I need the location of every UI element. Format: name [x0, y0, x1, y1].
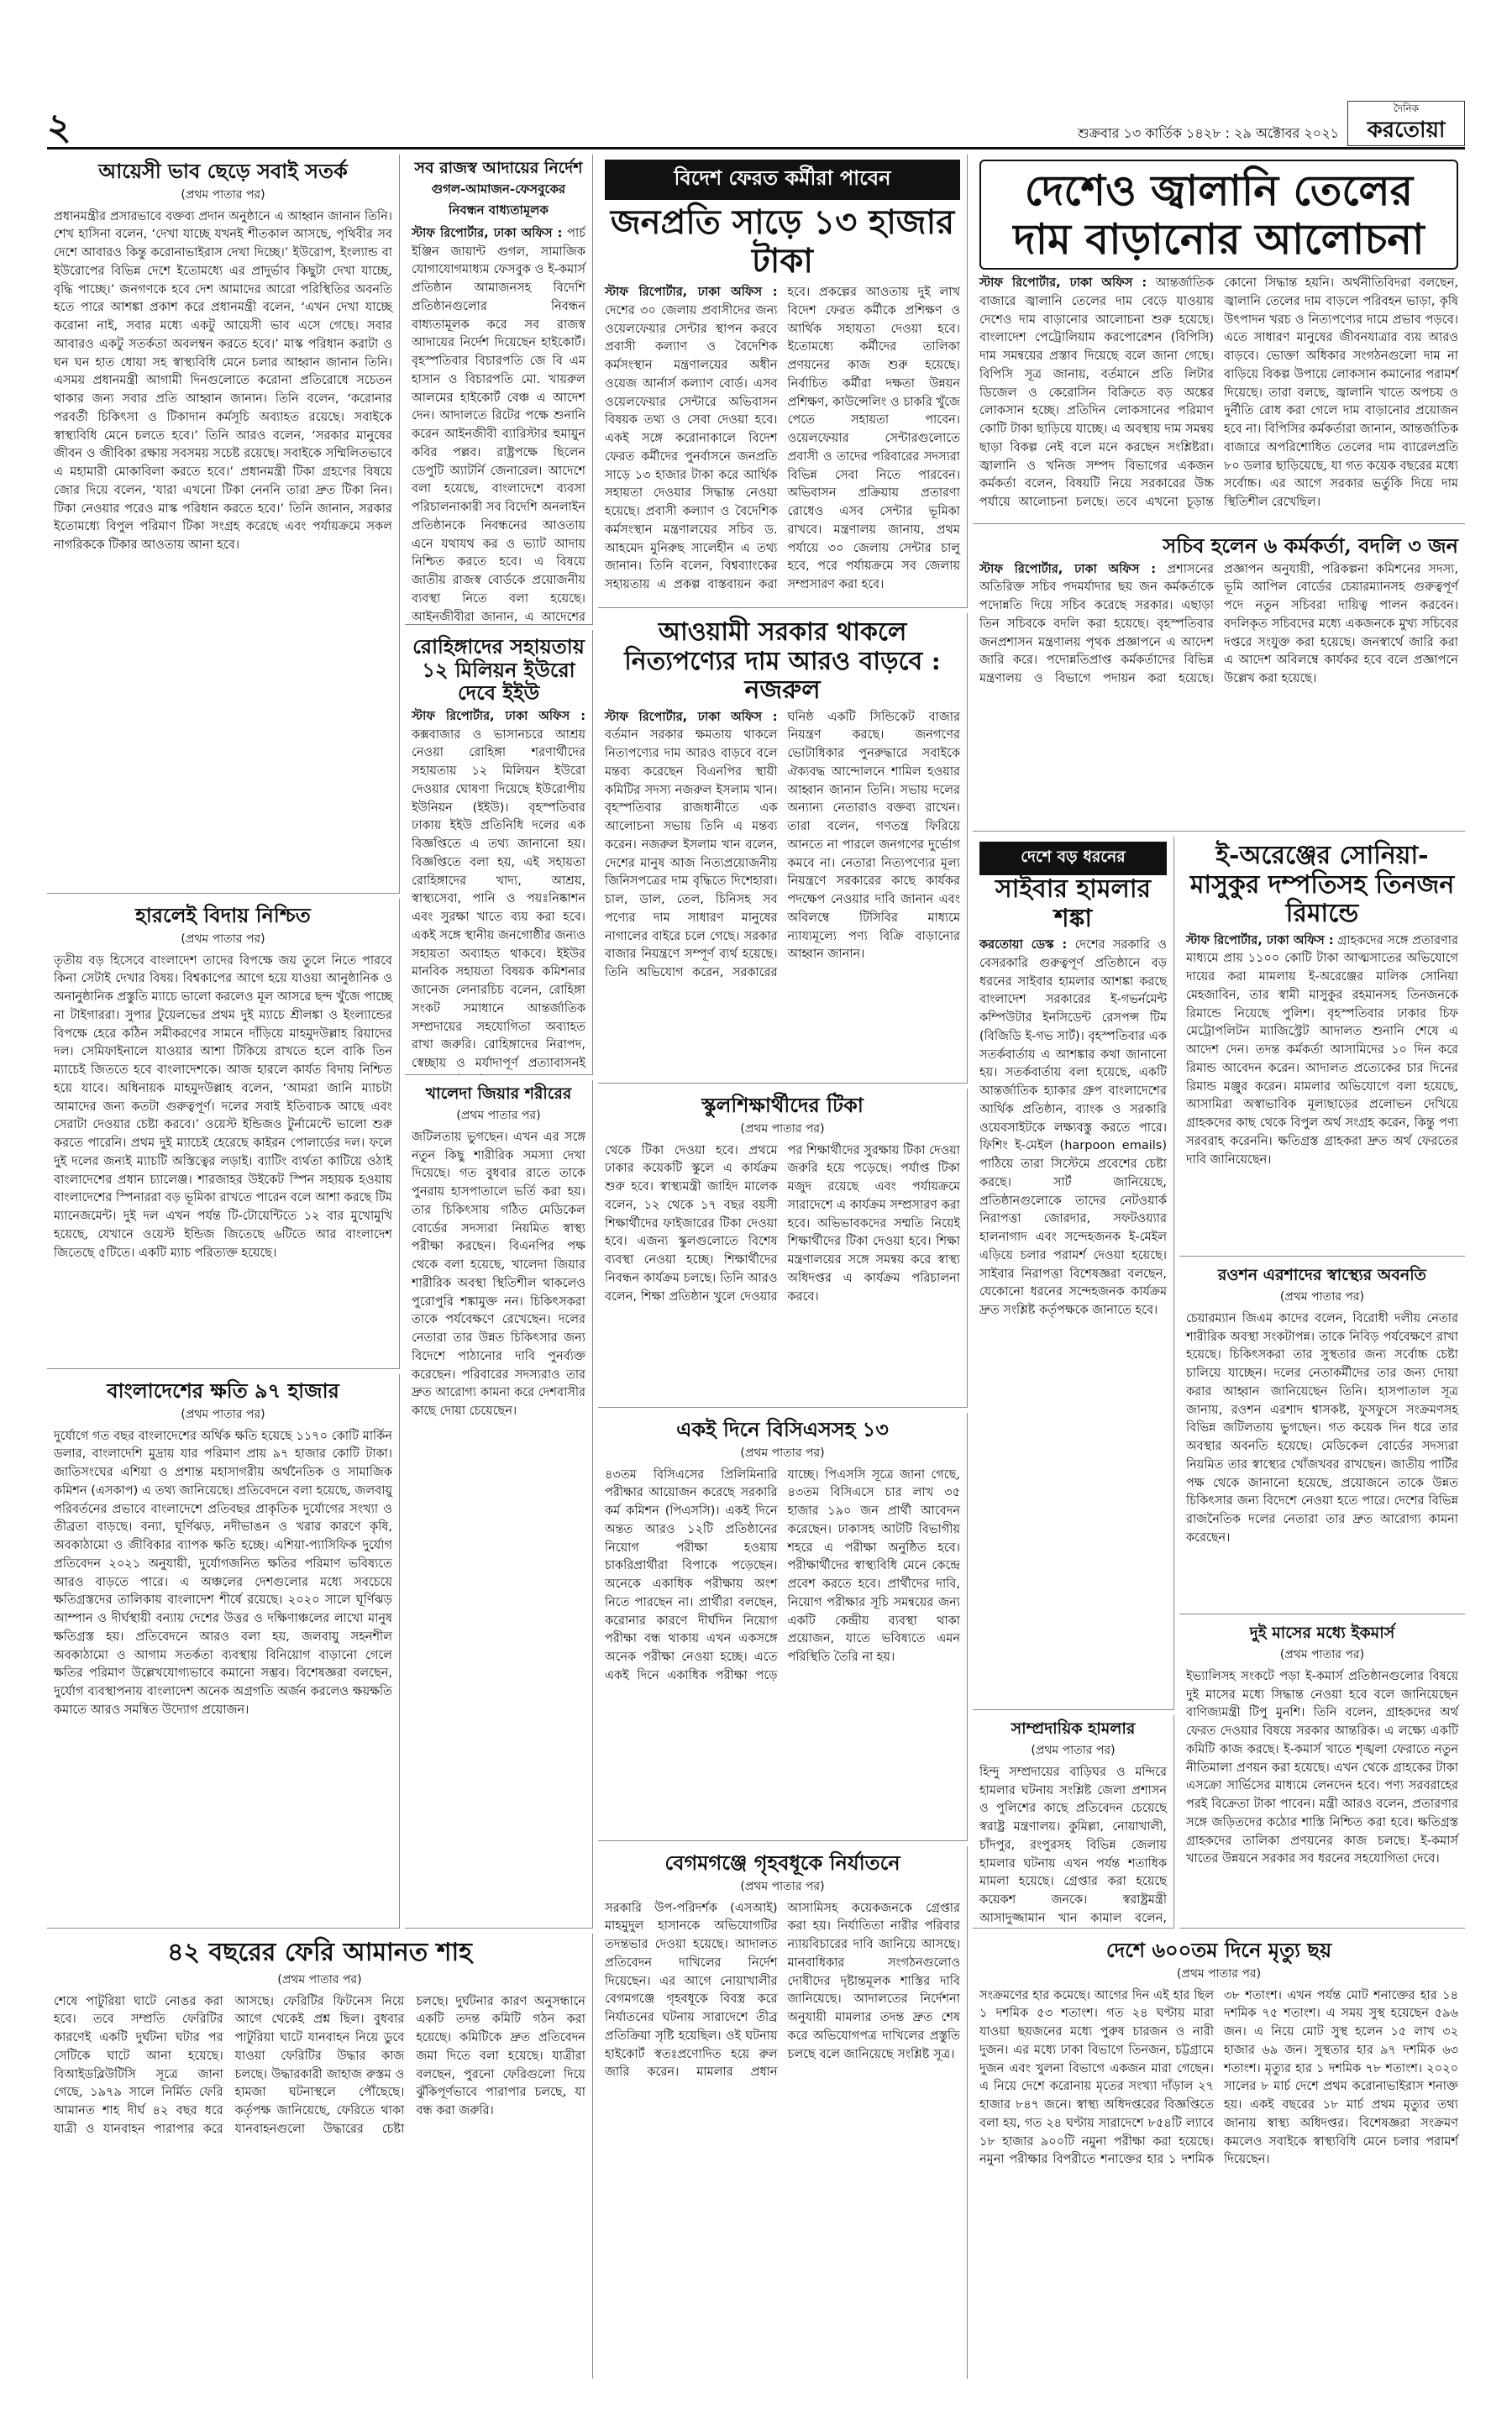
- story-begumganj: [598, 1846, 968, 2379]
- headline-strip: বিদেশ ফেরত কর্মীরা পাবেন: [605, 160, 960, 200]
- body-text: দেশের ৩০ জেলায় প্রবাসীদের জন্য ওয়েলফেয়ার সেন্টার স্থাপন করবে প্রবাসী কল্যাণ ও বৈদেশিক কর্মসংস্থান মন্ত্রণালয়ের অধীন ওয়েজ আর্নার্স কল্যাণ বোর্ড। এসব ওয়েলফেয়ার সেন্টারে অভিবাসন বিষয়ক তথ্য ও সেবা দেওয়া হবে। একই সঙ্গে করোনাকালে বিদেশ ফেরত কর্মীদের পুনর্বাসনে জনপ্রতি সাড়ে ১৩ হাজার টাকা করে আর্থিক সহায়তা দেওয়ার সিদ্ধান্ত নেওয়া হয়েছে। প্রবাসী কল্যাণ ও বৈদেশিক কর্মসংস্থান মন্ত্রণালয়ের সচিব ড. আহমেদ মুনিরুছ সালেহীন এ তথ্য জানান। তিনি বলেন, বিশ্বব্যাংকের সহায়তায় এ প্রকল্প বাস্তবায়ন করা হবে। প্রকল্পের আওতায় দুই লাখ বিদেশ ফেরত কর্মীকে প্রশিক্ষণ ও আর্থিক সহায়তা দেওয়া হবে। ইতোমধ্যে কর্মীদের তালিকা প্রণয়নের কাজ শুরু হয়েছে। নির্বাচিত কর্মীরা দক্ষতা উন্নয়ন প্রশিক্ষণ, কাউন্সেলিং ও চাকরি খুঁজে পেতে সহায়তা পাবেন। ওয়েলফেয়ার সেন্টারগুলোতে প্রবাসী ও তাদের পরিবারের সদস্যরা বিভিন্ন সেবা নিতে পারবেন। অভিবাসন প্রক্রিয়ায় প্রতারণা রোধেও এসব সেন্টার ভূমিকা রাখবে। মন্ত্রণালয় জানায়, প্রথম পর্যায়ে ৩০ জেলায় সেন্টার চালু হবে, পরে পর্যায়ক্রমে সব জেলায় সম্প্রসারণ করা হবে।: [605, 286, 960, 591]
- newspaper-logo: [1347, 101, 1465, 146]
- body-text: পার্চ ইঞ্জিন জায়ান্ট গুগল, সামাজিক যোগাযোগমাধ্যম ফেসবুক ও ই-কমার্স প্রতিষ্ঠান আমাজনসহ বিদেশি প্রতিষ্ঠানগুলোর নিবন্ধন বাধ্যতামূলক করে সব রাজস্ব আদায়ের নির্দেশ দিয়েছেন হাইকোর্ট। বৃহস্পতিবার বিচারপতি জে বি এম হাসান ও বিচারপতি মো. খায়রুল আলমের হাইকোর্ট বেঞ্চ এ আদেশ দেন। আদালতে রিটের পক্ষে শুনানি করেন আইনজীবী ব্যারিস্টার হুমায়ুন কবির পল্লব। রাষ্ট্রপক্ষে ছিলেন ডেপুটি অ্যাটর্নি জেনারেল। আদেশে বলা হয়েছে, বাংলাদেশে ব্যবসা পরিচালনাকারী সব বিদেশি অনলাইন প্রতিষ্ঠানকে নিবন্ধনের আওতায় এনে যথাযথ কর ও ভ্যাট আদায় নিশ্চিত করতে হবে। এ বিষয়ে জাতীয় রাজস্ব বোর্ডকে প্রয়োজনীয় ব্যবস্থা নিতে বলা হয়েছে। আইনজীবীরা জানান, এ আদেশের: [412, 226, 586, 624]
- story-ferry: [47, 1934, 593, 2379]
- story-bd-loss: [47, 1374, 400, 1929]
- body-text: তৃতীয় বড় হিসেবে বাংলাদেশ তাদের বিপক্ষে জয় তুলে নিতে পারবে কিনা সেটাই দেখার বিষয়। বিশ্বকাপের আগে হয়ে যাওয়া আনুষ্ঠানিক ও অনানুষ্ঠানিক প্রস্তুতি ম্যাচে ভালো করলেও মূল আসরে ছন্দ খুঁজে পাচ্ছে না টাইগাররা। সুপার টুয়েলভের প্রথম দুই ম্যাচে শ্রীলঙ্কা ও ইংল্যান্ডের বিপক্ষে হেরে কঠিন সমীকরণের সামনে দাঁড়িয়ে মাহমুদউল্লাহ রিয়াদের দল। সেমিফাইনালে যাওয়ার আশা টিকিয়ে রাখতে হলে বাকি তিন ম্যাচেই জিততে হবে বাংলাদেশকে। আজ হারলে কার্যত বিদায় নিশ্চিত হয়ে যাবে। অধিনায়ক মাহমুদউল্লাহ বলেন, ‘আমরা জানি ম্যাচটা আমাদের জন্য কতটা গুরুত্বপূর্ণ। দলের সবাই ইতিবাচক আছে এবং সেরাটা দেওয়ার চেষ্টা করবে।’ ওয়েস্ট ইন্ডিজও টুর্নামেন্টে ভালো শুরু করতে পারেনি। প্রথম দুই ম্যাচেই হেরেছে কাইরন পোলার্ডের দল। ফলে দুই দলের জন্যই ম্যাচটি অস্তিত্বের লড়াই। ব্যাটিং ব্যর্থতা কাটিয়ে ওঠাই বাংলাদেশের প্রধান চ্যালেঞ্জ। শারজাহর উইকেট স্পিন সহায়ক হওয়ায় বাংলাদেশের স্পিনাররা বড় ভূমিকা রাখতে পারেন বলে আশা করছে টিম ম্যানেজমেন্ট। দুই দল এখন পর্যন্ত টি-টোয়েন্টিতে ১২ বার মুখোমুখি হয়েছে, যেখানে ওয়েস্ট ইন্ডিজ জিতেছে ৬টিতে আর বাংলাদেশ জিতেছে ৫টিতে। একটি ম্যাচ পরিত্যক্ত হয়েছে।: [54, 953, 392, 1260]
- body-text: গ্রাহকদের সঙ্গে প্রতারণার মাধ্যমে প্রায় ১১০০ কোটি টাকা আত্মসাতের অভিযোগে দায়ের করা মামলায় ই-অরেঞ্জের মালিক সোনিয়া মেহজাবিন, তার স্বামী মাসুকুর রহমানসহ তিনজনকে রিমান্ডে নিয়েছে পুলিশ। বৃহস্পতিবার ঢাকার চিফ মেট্রোপলিটন ম্যাজিস্ট্রেট আদালত শুনানি শেষে এ আদেশ দেন। তদন্ত কর্মকর্তা আসামিদের ১০ দিন করে রিমান্ড আবেদন করেন। আদালত প্রত্যেকের চার দিনের রিমান্ড মঞ্জুর করেন। মামলার অভিযোগে বলা হয়েছে, আসামিরা অস্বাভাবিক মূল্যছাড়ের প্রলোভন দেখিয়ে গ্রাহকদের কাছ থেকে বিপুল অর্থ সংগ্রহ করেন, কিন্তু পণ্য সরবরাহ করেননি। ক্ষতিগ্রস্ত গ্রাহকরা দ্রুত অর্থ ফেরতের দাবি জানিয়েছেন।: [1186, 933, 1458, 1167]
- continued-label: (প্রথম পাতার পর): [1279, 1647, 1365, 1661]
- story-rohingya: [405, 630, 593, 1075]
- story-harale: [47, 899, 400, 1369]
- body-text: সংক্রমণের হার কমেছে। আগের দিন এই হার ছিল ১ দশমিক ৫৩ শতাংশ। গত ২৪ ঘণ্টায় মারা যাওয়া ছয়জনের মধ্যে পুরুষ চারজন ও নারী দুজন। এর মধ্যে ঢাকা বিভাগে তিনজন, চট্টগ্রামে দুজন এবং খুলনা বিভাগে একজন মারা গেছেন। এ নিয়ে দেশে করোনায় মৃতের সংখ্যা দাঁড়াল ২৭ হাজার ৮৪৭ জনে। স্বাস্থ্য অধিদপ্তরের বিজ্ঞপ্তিতে বলা হয়, গত ২৪ ঘণ্টায় সারাদেশে ৮৫৪টি ল্যাবে ১৮ হাজার ৯০০টি নমুনা পরীক্ষা করা হয়েছে। নমুনা পরীক্ষার বিপরীতে শনাক্তের হার ১ দশমিক ৩৮ শতাংশ। এখন পর্যন্ত মোট শনাক্তের হার ১৪ দশমিক ৭৫ শতাংশ। এ সময় সুস্থ হয়েছেন ৫৯৬ জন। এ নিয়ে মোট সুস্থ হলেন ১৫ লাখ ৩২ হাজার ৬৯ জন। সুস্থতার হার ৯৭ দশমিক ৬৩ শতাংশ। মৃত্যুর হার ১ দশমিক ৭৮ শতাংশ। ২০২০ সালের ৮ মার্চ দেশে প্রথম করোনাভাইরাস শনাক্ত হয়। একই বছরের ১৮ মার্চ প্রথম মৃত্যুর তথ্য জানায় স্বাস্থ্য অধিদপ্তর। বিশেষজ্ঞরা সংক্রমণ কমলেও সবাইকে স্বাস্থ্যবিধি মেনে চলার পরামর্শ দিয়েছেন।: [979, 1988, 1458, 2167]
- story-expat: [598, 155, 968, 608]
- headline: খালেদা জিয়ার শরীরের: [425, 1084, 572, 1103]
- headline: ৪২ বছরের ফেরি আমানত শাহ: [167, 1938, 472, 1967]
- continued-label: (প্রথম পাতার পর): [740, 1879, 825, 1893]
- byline: স্টাফ রিপোর্টার, ঢাকা অফিস :: [979, 562, 1157, 576]
- story-khaleda: [405, 1080, 593, 1929]
- headline: হারলেই বিদায় নিশ্চিত: [135, 903, 311, 927]
- continued-label: (প্রথম পাতার পর): [1279, 1289, 1365, 1304]
- continued-label: (প্রথম পাতার পর): [1031, 1743, 1116, 1757]
- headline: বেগমগঞ্জে গৃহবধূকে নির্যাতনে: [664, 1850, 900, 1875]
- story-communal: [973, 1715, 1174, 1929]
- continued-label: (প্রথম পাতার পর): [1176, 1966, 1262, 1981]
- logo-small: দৈনিক: [1393, 102, 1420, 114]
- headline: বাংলাদেশের ক্ষতি ৯৭ হাজার: [107, 1378, 339, 1403]
- body-text: ইভ্যালিসহ সংকটে পড়া ই-কমার্স প্রতিষ্ঠানগুলোর বিষয়ে দুই মাসের মধ্যে সিদ্ধান্ত নেওয়া হবে বলে জানিয়েছেন বাণিজ্যমন্ত্রী টিপু মুনশি। তিনি বলেন, গ্রাহকদের অর্থ ফেরত দেওয়ার বিষয়ে সরকার আন্তরিক। এ লক্ষ্যে একটি কমিটি কাজ করছে। ই-কমার্স খাতে শৃঙ্খলা ফেরাতে নতুন নীতিমালা প্রণয়ন করা হয়েছে। এখন থেকে গ্রাহকের টাকা এসক্রো সার্ভিসের মাধ্যমে লেনদেন হবে। পণ্য সরবরাহের পরই বিক্রেতা টাকা পাবেন। মন্ত্রী আরও বলেন, প্রতারণার সঙ্গে জড়িতদের কঠোর শাস্তি নিশ্চিত করা হবে। ক্ষতিগ্রস্ত গ্রাহকদের তালিকা প্রণয়নের কাজ চলছে। ই-কমার্স খাতের উন্নয়নে সরকার সব ধরনের সহযোগিতা দেবে।: [1186, 1669, 1458, 1866]
- body-text: দেশের সরকারি ও বেসরকারি গুরুত্বপূর্ণ প্রতিষ্ঠানে বড় ধরনের সাইবার হামলার আশঙ্কা করছে বাংলাদেশ সরকারের ই-গভর্নমেন্ট কম্পিউটার ইনসিডেন্ট রেসপন্স টিম (বিজিডি ই-গভ সার্ট)। বৃহস্পতিবার এক সতর্কবার্তায় এ আশঙ্কার কথা জানানো হয়। সতর্কবার্তায় বলা হয়েছে, একটি আন্তর্জাতিক হ্যাকার গ্রুপ বাংলাদেশের আর্থিক প্রতিষ্ঠান, ব্যাংক ও সরকারি ওয়েবসাইটকে লক্ষ্যবস্তু করতে পারে। ফিশিং ই-মেইল (harpoon emails) পাঠিয়ে তারা সিস্টেমে প্রবেশের চেষ্টা করছে। সার্ট জানিয়েছে, প্রতিষ্ঠানগুলোকে তাদের নেটওয়ার্ক নিরাপত্তা জোরদার, সফটওয়্যার হালনাগাদ এবং সন্দেহজনক ই-মেইল এড়িয়ে চলার পরামর্শ দেওয়া হয়েছে। সাইবার নিরাপত্তা বিশেষজ্ঞরা বলছেন, যেকোনো ধরনের সন্দেহজনক কার্যক্রম দ্রুত সংশ্লিষ্ট কর্তৃপক্ষকে জানাতে হবে।: [979, 938, 1167, 1317]
- continued-label: (প্রথম পাতার পর): [740, 1446, 825, 1460]
- headline: রওশন এরশাদের স্বাস্থ্যের অবনতি: [1218, 1266, 1426, 1284]
- body-text: চেয়ারম্যান জিএম কাদের বলেন, বিরোধী দলীয় নেতার শারীরিক অবস্থা সংকটাপন্ন। তাকে নিবিড় পর্যবেক্ষণে রাখা হয়েছে। চিকিৎসকরা তার সুস্থতার জন্য সর্বোচ্চ চেষ্টা চালিয়ে যাচ্ছেন। দলের নেতাকর্মীদের তার জন্য দোয়া করার আহ্বান জানিয়েছেন তিনি। হাসপাতাল সূত্র জানায়, রওশন এরশাদ শ্বাসকষ্ট, ফুসফুসে সংক্রমণসহ বিভিন্ন জটিলতায় ভুগছেন। গত কয়েক দিন ধরে তার অবস্থার অবনতি হয়েছে। মেডিকেল বোর্ডের সদস্যরা নিয়মিত তার স্বাস্থ্যের খোঁজখবর রাখছেন। জাতীয় পার্টির পক্ষ থেকে জানানো হয়েছে, প্রয়োজনে তাকে উন্নত চিকিৎসার জন্য বিদেশে নেওয়া হতে পারে। দেশের বিভিন্ন রাজনৈতিক দলের নেতারা তার দ্রুত আরোগ্য কামনা করেছেন।: [1186, 1311, 1458, 1545]
- body-text: প্রধানমন্ত্রীর প্রসারভাবে বক্তব্য প্রদান অনুষ্ঠানে এ আহ্বান জানান তিনি। শেখ হাসিনা বলেন, ‘দেখা যাচ্ছে যখনই শীতকাল আসছে, পৃথিবীর সব দেশে আবারও কিন্তু করোনাভাইরাস দেখা দিচ্ছে।’ ইউরোপ, ইংল্যান্ড বা ইউরোপের বিভিন্ন দেশে ইতোমধ্যে এর প্রাদুর্ভাব কিছুটা দেখা যাচ্ছে, বৃদ্ধি পাচ্ছে।’ জনগণকে হবে দেশ আমাদের আরো পরিস্থিতির অবনতি হতে পারে আশঙ্কা প্রকাশ করে প্রধানমন্ত্রী বলেন, ‘এখন দেখা যাচ্ছে করোনা নাই, সবার মধ্যে একটু আয়েসী ভাব এসে গেছে। সবার আবারও একটু সতর্কতা অবলম্বন করতে হবে।’ মাস্ক পরিধান করাটা ও ঘন ঘন হাত ধোয়া সহ স্বাস্থ্যবিধি মেনে চলার আহ্বান জানান তিনি। এসময় প্রধানমন্ত্রী আগামী দিনগুলোতে করোনা প্রতিরোধে সচেতন থাকার জন্য সবার প্রতি আহ্বান জানান। তিনি বলেন, ‘করোনার পরবর্তী চিকিৎসা ও টিকাদান কর্মসূচি অব্যাহত রয়েছে। সবাইকে স্বাস্থ্যবিধি মেনে চলতে হবে।’ তিনি আরও বলেন, ‘সরকার মানুষের জীবন ও জীবিকা রক্ষায় সবসময় সচেষ্ট রয়েছে। সবাইকে সম্মিলিতভাবে এ মহামারী মোকাবিলা করতে হবে।’ প্রধানমন্ত্রী টিকা গ্রহণের বিষয়ে জোর দিয়ে বলেন, ‘যারা এখনো টিকা নেননি তারা দ্রুত টিকা নিন। টিকা নেওয়ার পরেও মাস্ক পরিধান করতে হবে।’ তিনি জানান, সরকার ইতোমধ্যে বিপুল পরিমাণ টিকা সংগ্রহ করেছে এবং পর্যায়ক্রমে সকল নাগরিককে টিকার আওতায় আনা হবে।: [54, 209, 392, 553]
- story-ics: [47, 155, 400, 894]
- story-ecommerce: [1179, 1619, 1465, 1929]
- page-number: ২: [47, 106, 71, 149]
- masthead: [47, 99, 1465, 150]
- body-text: ৪৩তম বিসিএসের প্রিলিমিনারি পরীক্ষার আয়োজন করেছে সরকারি কর্ম কমিশন (পিএসসি)। একই দিনে অন্তত আরও ১২টি প্রতিষ্ঠানের নিয়োগ পরীক্ষা হওয়ায় চাকরিপ্রার্থীরা বিপাকে পড়েছেন। অনেকে একাধিক পরীক্ষায় অংশ নিতে পারছেন না। প্রার্থীরা বলছেন, করোনার কারণে দীর্ঘদিন নিয়োগ পরীক্ষা বন্ধ থাকায় এখন একসঙ্গে অনেক পরীক্ষা নেওয়া হচ্ছে। এতে একই দিনে একাধিক পরীক্ষা পড়ে যাচ্ছে। পিএসসি সূত্রে জানা গেছে, ৪৩তম বিসিএসে চার লাখ ৩৫ হাজার ১৯০ জন প্রার্থী আবেদন করেছেন। ঢাকাসহ আটটি বিভাগীয় শহরে এ পরীক্ষা অনুষ্ঠিত হবে। পরীক্ষার্থীদের স্বাস্থ্যবিধি মেনে কেন্দ্রে প্রবেশ করতে হবে। প্রার্থীদের দাবি, নিয়োগ পরীক্ষার সূচি সমন্বয়ের জন্য একটি কেন্দ্রীয় ব্যবস্থা থাকা প্রয়োজন, যাতে ভবিষ্যতে এমন পরিস্থিতি তৈরি না হয়।: [605, 1467, 960, 1682]
- headline: সাম্প্রদায়িক হামলার: [1011, 1719, 1136, 1738]
- body-text: আন্তর্জাতিক বাজারে জ্বালানি তেলের দাম বেড়ে যাওয়ায় দেশেও দাম বাড়ানোর আলোচনা শুরু হয়েছে। বাংলাদেশ পেট্রোলিয়াম করপোরেশন (বিপিসি) দাম সমন্বয়ের প্রস্তাব দিয়েছে বলে জানা গেছে। বিপিসি সূত্র জানায়, বর্তমানে প্রতি লিটার ডিজেল ও কেরোসিন বিক্রিতে বড় অঙ্কের লোকসান হচ্ছে। প্রতিদিন লোকসানের পরিমাণ কোটি টাকা ছাড়িয়ে যাচ্ছে। এ অবস্থায় দাম সমন্বয় ছাড়া বিকল্প নেই বলে মনে করছেন সংশ্লিষ্টরা। জ্বালানি ও খনিজ সম্পদ বিভাগের একজন কর্মকর্তা বলেন, বিষয়টি নিয়ে সরকারের উচ্চ পর্যায়ে আলোচনা চলছে। তবে এখনো চূড়ান্ত কোনো সিদ্ধান্ত হয়নি। অর্থনীতিবিদরা বলছেন, জ্বালানি তেলের দাম বাড়লে পরিবহন ভাড়া, কৃষি উৎপাদন খরচ ও নিত্যপণ্যের দামে প্রভাব পড়বে। এতে সাধারণ মানুষের জীবনযাত্রার ব্যয় আরও বাড়বে। ভোক্তা অধিকার সংগঠনগুলো দাম না বাড়িয়ে বিকল্প উপায়ে লোকসান কমানোর পরামর্শ দিয়েছে। তারা বলছে, জ্বালানি খাতে অপচয় ও দুর্নীতি রোধ করা গেলে দাম বাড়ানোর প্রয়োজন হবে না। বিপিসির কর্মকর্তারা জানান, আন্তর্জাতিক বাজারে অপরিশোধিত তেলের দাম ব্যারেলপ্রতি ৮০ ডলার ছাড়িয়েছে, যা গত কয়েক বছরের মধ্যে সর্বোচ্চ। এর আগে সরকার ভর্তুকি দিয়ে দাম স্থিতিশীল রেখেছিল।: [979, 276, 1458, 509]
- body-text: দুর্যোগে গত বছর বাংলাদেশের অর্থিক ক্ষতি হয়েছে ১১৭০ কোটি মার্কিন ডলার, বাংলাদেশি মুদ্রায় যার পরিমাণ প্রায় ৯৭ হাজার কোটি টাকা। জাতিসংঘের এশিয়া ও প্রশান্ত মহাসাগরীয় অর্থনৈতিক ও সামাজিক কমিশন (এসকাপ) এ তথ্য জানিয়েছে। প্রতিবেদনে বলা হয়েছে, জলবায়ু পরিবর্তনের প্রভাবে বাংলাদেশে প্রতিবছর প্রাকৃতিক দুর্যোগের সংখ্যা ও তীব্রতা বাড়ছে। বন্যা, ঘূর্ণিঝড়, নদীভাঙন ও খরার কারণে কৃষি, অবকাঠামো ও জীবিকার ব্যাপক ক্ষতি হচ্ছে। এশিয়া-প্যাসিফিক দুর্যোগ প্রতিবেদন ২০২১ অনুযায়ী, দুর্যোগজনিত ক্ষতির পরিমাণ ভবিষ্যতে আরও বাড়তে পারে। এ অঞ্চলের দেশগুলোর মধ্যে সবচেয়ে ক্ষতিগ্রস্তদের তালিকায় বাংলাদেশ শীর্ষে রয়েছে। ২০২০ সালে ঘূর্ণিঝড় আম্পান ও দীর্ঘস্থায়ী বন্যায় দেশের উত্তর ও দক্ষিণাঞ্চলের লাখো মানুষ ক্ষতিগ্রস্ত হয়। প্রতিবেদনে আরও বলা হয়, জলবায়ু সহনশীল অবকাঠামো ও আগাম সতর্কতা ব্যবস্থায় বিনিয়োগ বাড়ানো গেলে ক্ষতির পরিমাণ উল্লেখযোগ্যভাবে কমানো সম্ভব। বিশেষজ্ঞরা বলছেন, দুর্যোগ ব্যবস্থাপনায় বাংলাদেশ অনেক অগ্রগতি অর্জন করলেও ক্ষয়ক্ষতি কমাতে আরও সমন্বিত উদ্যোগ প্রয়োজন।: [54, 1429, 392, 1717]
- body-text: জটিলতায় ভুগছেন। এখন এর সঙ্গে নতুন কিছু শারীরিক সমস্যা দেখা দিয়েছে। গত বুধবার রাতে তাকে পুনরায় হাসপাতালে ভর্তি করা হয়। তার চিকিৎসায় গঠিত মেডিকেল বোর্ডের সদস্যরা নিয়মিত স্বাস্থ্য পরীক্ষা করছেন। বিএনপির পক্ষ থেকে বলা হয়েছে, খালেদা জিয়ার শারীরিক অবস্থা স্থিতিশীল থাকলেও পুরোপুরি শঙ্কামুক্ত নন। চিকিৎসকরা তাকে পর্যবেক্ষণে রেখেছেন। দলের নেতারা তার উন্নত চিকিৎসার জন্য বিদেশে পাঠানোর দাবি পুনর্ব্যক্ত করেছেন। পরিবারের সদস্যরাও তার দ্রুত আরোগ্য কামনা করে দেশবাসীর কাছে দোয়া চেয়েছেন।: [412, 1130, 585, 1419]
- continued-label: (প্রথম পাতার পর): [740, 1121, 825, 1136]
- story-bcs: [598, 1413, 968, 1841]
- continued-label: (প্রথম পাতার পর): [181, 1407, 265, 1421]
- body-text: সরকারি উপ-পরিদর্শক (এসআই) মাহমুদুল হাসানকে অভিযোগটির তদন্তভার দেওয়া হয়েছে। আদালত প্রতিবেদন দাখিলের নির্দেশ দিয়েছেন। এর আগে নোয়াখালীর বেগমগঞ্জে গৃহবধূকে বিবস্ত্র করে নির্যাতনের ঘটনায় সারাদেশে তীব্র প্রতিক্রিয়া সৃষ্টি হয়েছিল। ওই ঘটনায় হাইকোর্ট স্বতঃপ্রণোদিত হয়ে রুল জারি করেন। মামলার প্রধান আসামিসহ কয়েকজনকে গ্রেপ্তার করা হয়। নির্যাতিতা নারীর পরিবার ন্যায়বিচারের দাবি জানিয়ে আসছে। মানবাধিকার সংগঠনগুলোও দোষীদের দৃষ্টান্তমূলক শাস্তির দাবি জানিয়েছে। আদালতের নির্দেশনা অনুযায়ী মামলার তদন্ত দ্রুত শেষ করে অভিযোগপত্র দাখিলের প্রস্তুতি চলছে বলে জানিয়েছে সংশ্লিষ্ট সূত্র।: [605, 1901, 960, 2080]
- story-orange: [1179, 837, 1465, 1257]
- subheadline: গুগল-আমাজন-ফেসবুকের নিবন্ধন বাধ্যতামূলক: [431, 181, 566, 218]
- story-fuel: [973, 155, 1465, 524]
- story-revenue: [405, 155, 593, 625]
- headline: জনপ্রতি সাড়ে ১৩ হাজার টাকা: [610, 202, 955, 281]
- byline: স্টাফ রিপোর্টার, ঢাকা অফিস :: [412, 226, 563, 240]
- story-ershad: [1179, 1262, 1465, 1614]
- headline: সব রাজস্ব আদায়ের নির্দেশ: [414, 159, 583, 177]
- headline-strip: দেশে বড় ধরনের: [979, 842, 1167, 875]
- byline: স্টাফ রিপোর্টার, ঢাকা অফিস :: [979, 276, 1147, 290]
- story-cyber: [973, 837, 1174, 1710]
- continued-label: (প্রথম পাতার পর): [181, 187, 265, 202]
- body-text: থেকে টিকা দেওয়া হবে। প্রথমে ঢাকার কয়েকটি স্কুলে এ কার্যক্রম শুরু হবে। স্বাস্থ্যমন্ত্রী জাহিদ মালেক বলেন, ১২ থেকে ১৭ বছর বয়সী শিক্ষার্থীদের ফাইজারের টিকা দেওয়া হবে। এজন্য স্কুলগুলোতে বিশেষ ব্যবস্থা নেওয়া হচ্ছে। শিক্ষার্থীদের নিবন্ধন কার্যক্রম চলছে। তিনি আরও বলেন, শিক্ষা প্রতিষ্ঠান খুলে দেওয়ার পর শিক্ষার্থীদের সুরক্ষায় টিকা দেওয়া জরুরি হয়ে পড়েছে। পর্যাপ্ত টিকা মজুদ রয়েছে এবং পর্যায়ক্রমে সারাদেশে এ কার্যক্রম সম্প্রসারণ করা হবে। অভিভাবকদের সম্মতি নিয়েই শিক্ষার্থীদের টিকা দেওয়া হবে। শিক্ষা মন্ত্রণালয়ের সঙ্গে সমন্বয় করে স্বাস্থ্য অধিদপ্তর এ কার্যক্রম পরিচালনা করবে।: [605, 1143, 960, 1304]
- body-text: শেষে পাটুরিয়া ঘাটে নোঙর করা হবে। তবে সম্প্রতি ফেরিটির কারণেই একটি দুর্ঘটনা ঘটার পর সেটিকে ঘাটে আনা হয়েছে। বিআইডব্লিউটিসি সূত্রে জানা গেছে, ১৯৭৯ সালে নির্মিত ফেরি আমানত শাহ দীর্ঘ ৪২ বছর ধরে যাত্রী ও যানবাহন পারাপার করে আসছে। ফেরিটির ফিটনেস নিয়ে আগে থেকেই প্রশ্ন ছিল। বুধবার পাটুরিয়া ঘাটে যানবাহন নিয়ে ডুবে যাওয়া ফেরিটির উদ্ধার কাজ চলছে। উদ্ধারকারী জাহাজ রুস্তম ও হামজা ঘটনাস্থলে পৌঁছেছে। কর্তৃপক্ষ জানিয়েছে, ফেরিতে থাকা যানবাহনগুলো উদ্ধারের চেষ্টা চলছে। দুর্ঘটনার কারণ অনুসন্ধানে একটি তদন্ত কমিটি গঠন করা হয়েছে। কমিটিকে দ্রুত প্রতিবেদন জমা দিতে বলা হয়েছে। যাত্রীরা বলছেন, পুরনো ফেরিগুলো দিয়ে ঝুঁকিপূর্ণভাবে পারাপার চলছে, যা বন্ধ করা জরুরি।: [54, 1994, 585, 2136]
- byline: স্টাফ রিপোর্টার, ঢাকা অফিস :: [1186, 933, 1334, 947]
- headline: দেশেও জ্বালানি তেলের দাম বাড়ানোর আলোচনা: [1013, 165, 1425, 264]
- headline: ই-অরেঞ্জের সোনিয়া-মাসুকুর দম্পতিসহ তিনজন রিমান্ডে: [1189, 841, 1455, 928]
- continued-label: (প্রথম পাতার পর): [456, 1108, 541, 1122]
- logo-big: করতোয়া: [1367, 118, 1446, 143]
- continued-label: (প্রথম পাতার পর): [277, 1972, 362, 1987]
- headline: রোহিঙ্গাদের সহায়তায় ১২ মিলিয়ন ইউরো দেবে ইইউ: [412, 634, 585, 706]
- headline: আওয়ামী সরকার থাকলে নিত্যপণ্যের দাম আরও বাড়বে : নজরুল: [624, 617, 941, 705]
- story-covid: [973, 1934, 1465, 2379]
- body-text: প্রশাসনের অতিরিক্ত সচিব পদমর্যাদার ছয় জন কর্মকর্তাকে পদোন্নতি দিয়ে সচিব করেছে সরকার। এছাড়া তিন সচিবকে বদলি করা হয়েছে। বৃহস্পতিবার জনপ্রশাসন মন্ত্রণালয় পৃথক প্রজ্ঞাপনে এ আদেশ জারি করে। পদোন্নতিপ্রাপ্ত কর্মকর্তাদের বিভিন্ন মন্ত্রণালয় ও বিভাগে পদায়ন করা হয়েছে। প্রজ্ঞাপন অনুযায়ী, পরিকল্পনা কমিশনের সদস্য, ভূমি আপিল বোর্ডের চেয়ারম্যানসহ গুরুত্বপূর্ণ পদে নতুন সচিবরা দায়িত্ব পালন করবেন। বদলিকৃত সচিবদের মধ্যে একজনকে মুখ্য সচিবের দপ্তরে সংযুক্ত করা হয়েছে। জনস্বার্থে জারি করা এ আদেশ অবিলম্বে কার্যকর হবে বলে প্রজ্ঞাপনে উল্লেখ করা হয়েছে।: [979, 562, 1458, 686]
- headline: দেশে ৬০০তম দিনে মৃত্যু ছয়: [1105, 1938, 1332, 1962]
- story-secretary: [973, 529, 1465, 832]
- headline: একই দিনে বিসিএসসহ ১৩: [676, 1417, 889, 1441]
- story-awami: [598, 613, 968, 1084]
- headline: আয়েসী ভাব ছেড়ে সবাই সতর্ক: [98, 159, 348, 183]
- body-text: হিন্দু সম্প্রদায়ের বাড়িঘর ও মন্দিরে হামলার ঘটনায় সংশ্লিষ্ট জেলা প্রশাসন ও পুলিশের কাছে প্রতিবেদন চেয়েছে স্বরাষ্ট্র মন্ত্রণালয়। কুমিল্লা, নোয়াখালী, চাঁদপুর, রংপুরসহ বিভিন্ন জেলায় হামলার ঘটনায় এখন পর্যন্ত শতাধিক মামলা হয়েছে। গ্রেপ্তার করা হয়েছে কয়েকশ জনকে। স্বরাষ্ট্রমন্ত্রী আসাদুজ্জামান খান কামাল বলেন,: [979, 1765, 1167, 1925]
- dateline: শুক্রবার ১৩ কার্তিক ১৪২৮ : ২৯ অক্টোবর ২০২১: [1077, 125, 1339, 141]
- byline: স্টাফ রিপোর্টার, ঢাকা অফিস :: [605, 286, 778, 299]
- headline: দুই মাসের মধ্যে ইকমার্স: [1249, 1624, 1395, 1642]
- body-text: বর্তমান সরকার ক্ষমতায় থাকলে নিত্যপণ্যের দাম আরও বাড়বে বলে মন্তব্য করেছেন বিএনপির স্থায়ী কমিটির সদস্য নজরুল ইসলাম খান। বৃহস্পতিবার রাজধানীতে এক আলোচনা সভায় তিনি এ মন্তব্য করেন। নজরুল ইসলাম খান বলেন, দেশের মানুষ আজ নিত্যপ্রয়োজনীয় জিনিসপত্রের দাম বৃদ্ধিতে দিশেহারা। চাল, ডাল, তেল, চিনিসহ সব পণ্যের দাম সাধারণ মানুষের নাগালের বাইরে চলে গেছে। সরকার বাজার নিয়ন্ত্রণে সম্পূর্ণ ব্যর্থ হয়েছে। তিনি অভিযোগ করেন, সরকারের ঘনিষ্ঠ একটি সিন্ডিকেট বাজার নিয়ন্ত্রণ করছে। জনগণের ভোটাধিকার পুনরুদ্ধারে সবাইকে ঐক্যবদ্ধ আন্দোলনে শামিল হওয়ার আহ্বান জানান তিনি। সভায় দলের অন্যান্য নেতারাও বক্তব্য রাখেন। তারা বলেন, গণতন্ত্র ফিরিয়ে আনতে না পারলে জনগণের দুর্ভোগ কমবে না। নেতারা নিত্যপণ্যের মূল্য নিয়ন্ত্রণে সরকারের কাছে কার্যকর পদক্ষেপ নেওয়ার দাবি জানান এবং অবিলম্বে টিসিবির মাধ্যমে ন্যায্যমূল্যে পণ্য বিক্রি বাড়ানোর আহ্বান জানান।: [605, 710, 960, 979]
- byline: করতোয়া ডেস্ক :: [979, 938, 1068, 952]
- body-text: কক্সবাজার ও ভাসানচরে আশ্রয় নেওয়া রোহিঙ্গা শরণার্থীদের সহায়তায় ১২ মিলিয়ন ইউরো দেওয়ার ঘোষণা দিয়েছে ইউরোপীয় ইউনিয়ন (ইইউ)। বৃহস্পতিবার ঢাকায় ইইউ প্রতিনিধি দলের এক বিজ্ঞপ্তিতে এ তথ্য জানানো হয়। বিজ্ঞপ্তিতে বলা হয়, এই সহায়তা রোহিঙ্গাদের খাদ্য, আশ্রয়, স্বাস্থ্যসেবা, পানি ও পয়ঃনিষ্কাশন এবং সুরক্ষা খাতে ব্যয় করা হবে। একই সঙ্গে স্থানীয় জনগোষ্ঠীর জন্যও সহায়তা অব্যাহত থাকবে। ইইউর মানবিক সহায়তা বিষয়ক কমিশনার জানেজ লেনারচিচ বলেন, রোহিঙ্গা সংকট সমাধানে আন্তর্জাতিক সম্প্রদায়ের সহযোগিতা অব্যাহত রাখা জরুরি। রোহিঙ্গাদের নিরাপদ, স্বেচ্ছায় ও মর্যাদাপূর্ণ প্রত্যাবাসনই: [412, 727, 585, 1071]
- headline-box: [979, 160, 1458, 270]
- headline: সাইবার হামলার শঙ্কা: [995, 874, 1152, 933]
- story-school: [598, 1089, 968, 1408]
- byline: স্টাফ রিপোর্টার, ঢাকা অফিস :: [412, 709, 585, 723]
- continued-label: (প্রথম পাতার পর): [181, 932, 265, 946]
- headline: সচিব হলেন ৬ কর্মকর্তা, বদলি ৩ জন: [1163, 533, 1458, 558]
- byline: স্টাফ রিপোর্টার, ঢাকা অফিস :: [605, 710, 778, 724]
- headline: স্কুলশিক্ষার্থীদের টিকা: [701, 1093, 864, 1117]
